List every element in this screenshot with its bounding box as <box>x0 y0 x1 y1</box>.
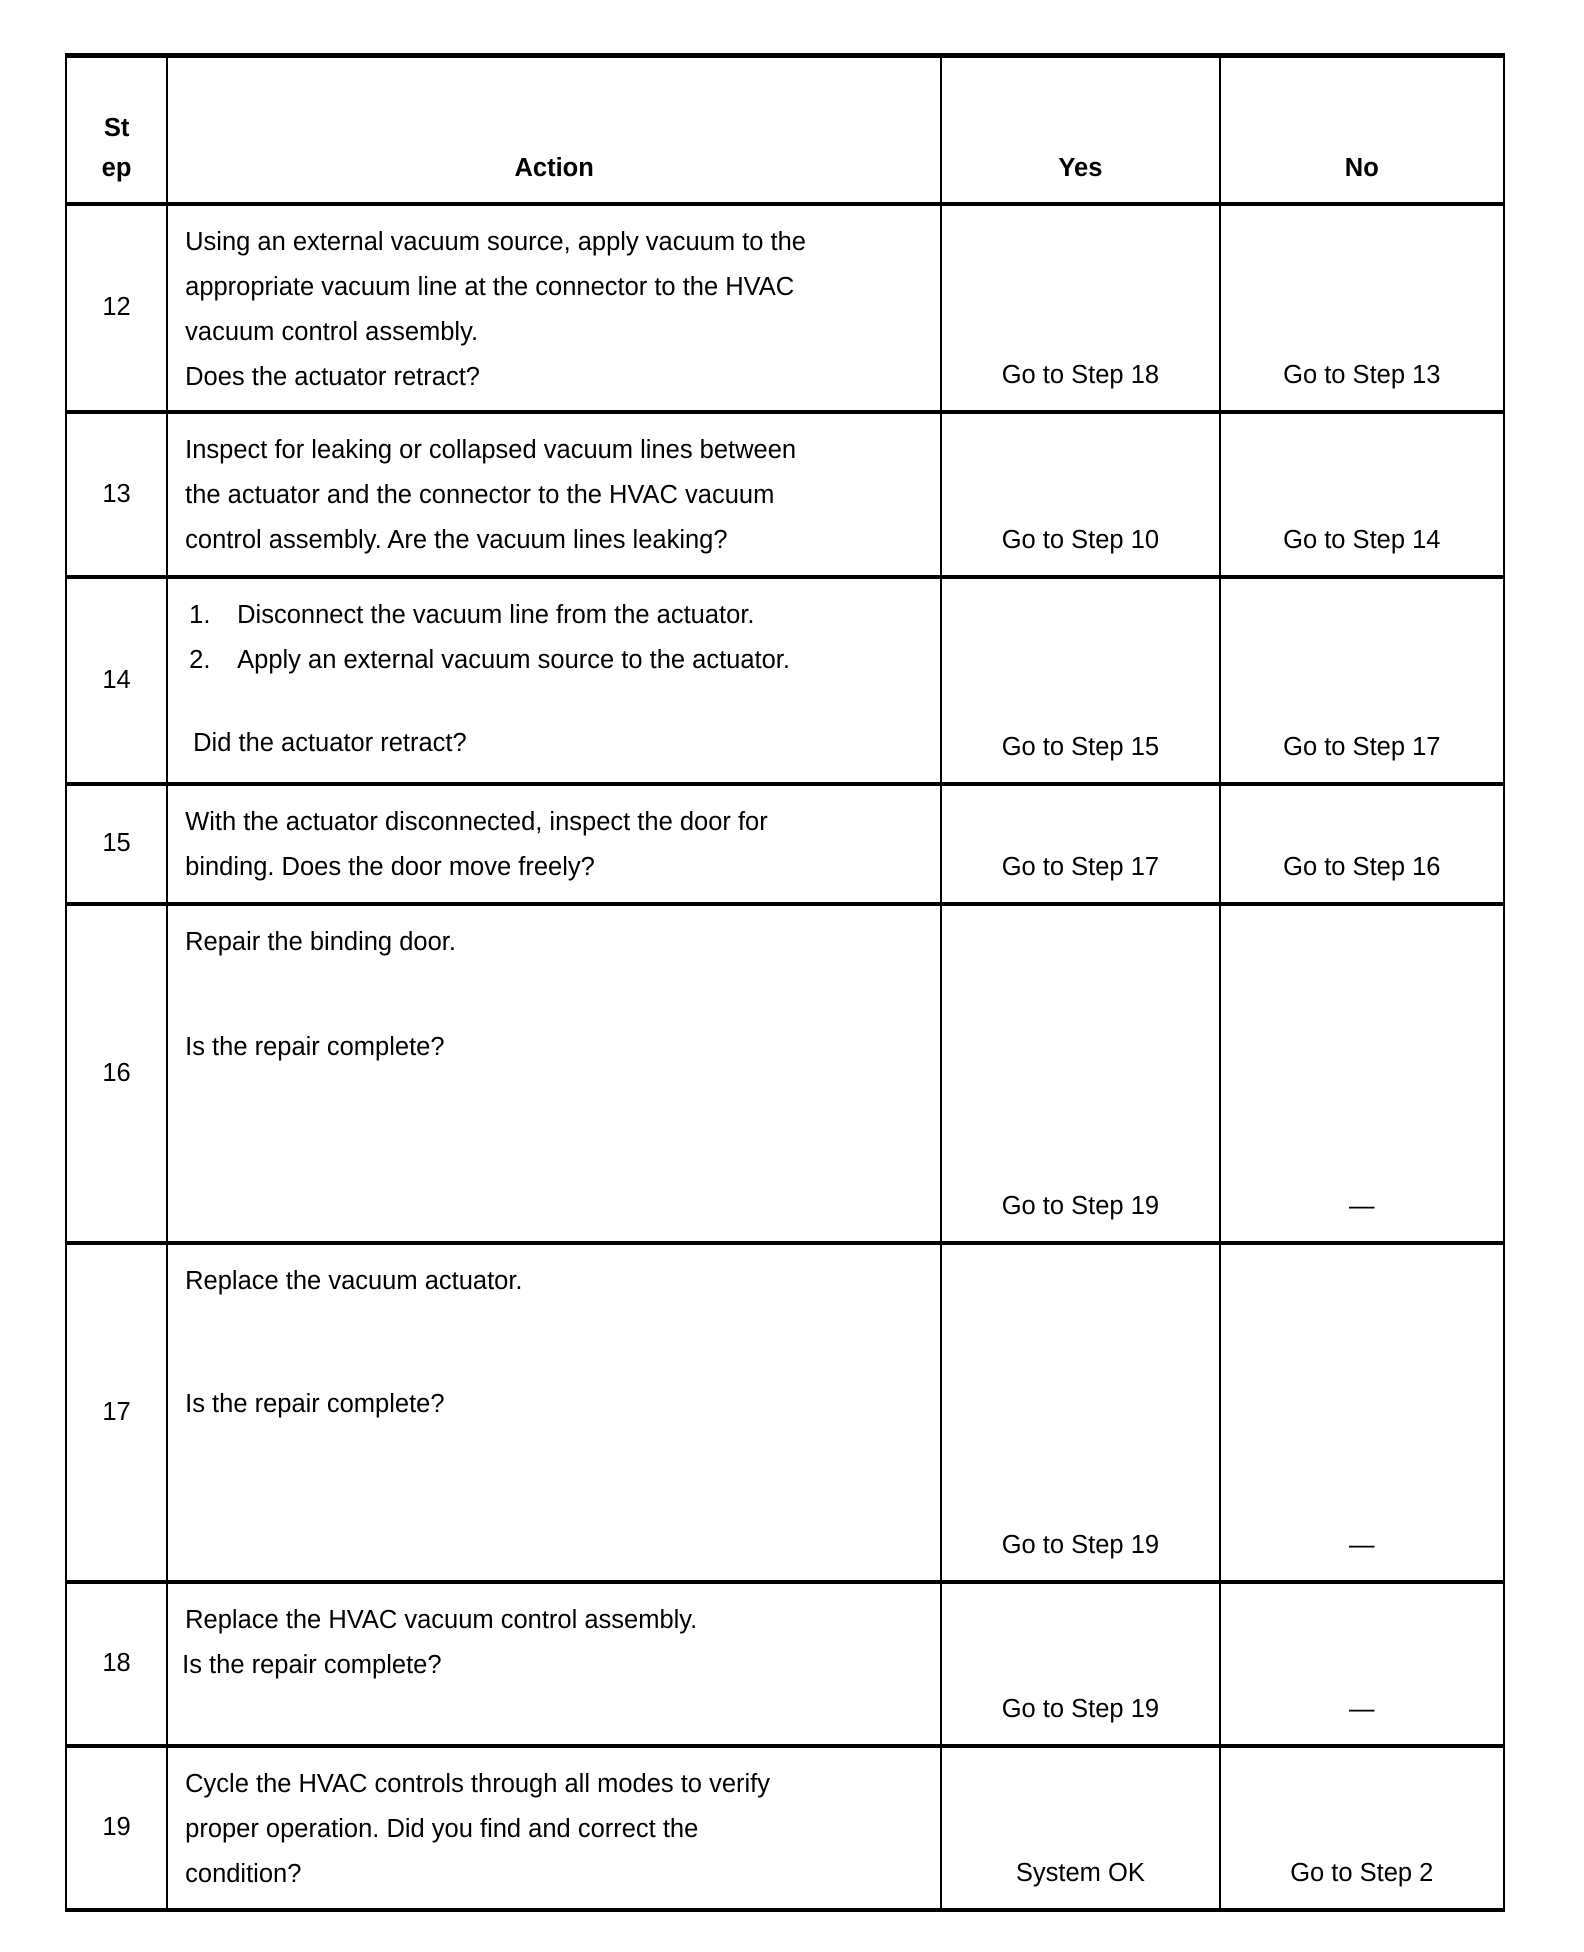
step-number: 13 <box>66 412 167 577</box>
table-row <box>66 412 1504 577</box>
no-cell: — <box>1220 1582 1504 1746</box>
action-cell <box>167 904 941 1243</box>
no-cell: Go to Step 2 <box>1220 1746 1504 1910</box>
no-cell: — <box>1220 904 1504 1243</box>
action-line: Is the repair complete? <box>185 1032 445 1061</box>
action-line: the actuator and the connector to the HVAC vacuum <box>185 480 775 509</box>
no-cell: Go to Step 16 <box>1220 784 1504 904</box>
no-cell: — <box>1220 1243 1504 1582</box>
list-number: 2. <box>189 645 211 674</box>
action-line: Did the actuator retract? <box>193 728 467 757</box>
step-number: 19 <box>66 1746 167 1910</box>
action-line: With the actuator disconnected, inspect the door for <box>185 807 768 836</box>
yes-cell: Go to Step 19 <box>941 1243 1219 1582</box>
action-line: Does the actuator retract? <box>185 362 480 391</box>
action-line: appropriate vacuum line at the connector to the HVAC <box>185 272 795 301</box>
action-line: proper operation. Did you find and correct the <box>185 1814 699 1843</box>
no-cell: Go to Step 13 <box>1220 204 1504 412</box>
action-line: control assembly. Are the vacuum lines leaking? <box>185 525 728 554</box>
action-cell <box>167 204 941 412</box>
list-item <box>185 593 930 638</box>
list-text: Disconnect the vacuum line from the actuator. <box>237 600 755 629</box>
list-number: 1. <box>189 600 211 629</box>
yes-cell: Go to Step 15 <box>941 577 1219 784</box>
step-number: 17 <box>66 1243 167 1582</box>
yes-cell: Go to Step 17 <box>941 784 1219 904</box>
table-row <box>66 1582 1504 1746</box>
action-line: Inspect for leaking or collapsed vacuum lines between <box>185 435 797 464</box>
step-number: 18 <box>66 1582 167 1746</box>
list-text: Apply an external vacuum source to the actuator. <box>237 645 790 674</box>
step-number: 16 <box>66 904 167 1243</box>
yes-cell: System OK <box>941 1746 1219 1910</box>
action-cell <box>167 784 941 904</box>
action-cell <box>167 1746 941 1910</box>
header-no: No <box>1220 56 1504 204</box>
header-action: Action <box>167 56 941 204</box>
action-line: Cycle the HVAC controls through all modes to verify <box>185 1769 770 1798</box>
step-number: 14 <box>66 577 167 784</box>
action-line: binding. Does the door move freely? <box>185 852 595 881</box>
no-cell: Go to Step 17 <box>1220 577 1504 784</box>
yes-cell: Go to Step 19 <box>941 904 1219 1243</box>
action-line: Is the repair complete? <box>182 1650 442 1679</box>
action-line: Is the repair complete? <box>185 1389 445 1418</box>
action-cell <box>167 577 941 784</box>
table-row <box>66 784 1504 904</box>
header-step <box>66 56 167 204</box>
table-row <box>66 1243 1504 1582</box>
action-line: Using an external vacuum source, apply vacuum to the <box>185 227 806 256</box>
yes-cell: Go to Step 10 <box>941 412 1219 577</box>
action-line: vacuum control assembly. <box>185 317 479 346</box>
table-row <box>66 904 1504 1243</box>
action-line: Replace the vacuum actuator. <box>185 1266 523 1295</box>
yes-cell: Go to Step 18 <box>941 204 1219 412</box>
action-cell <box>167 412 941 577</box>
action-cell <box>167 1582 941 1746</box>
list-item <box>185 638 930 683</box>
header-step-label: St ep <box>101 113 132 182</box>
header-row <box>66 56 1504 204</box>
no-cell: Go to Step 14 <box>1220 412 1504 577</box>
diagnostic-table <box>65 53 1505 1912</box>
step-number: 15 <box>66 784 167 904</box>
table-row <box>66 204 1504 412</box>
table-row <box>66 1746 1504 1910</box>
step-number: 12 <box>66 204 167 412</box>
table-row <box>66 577 1504 784</box>
action-line: Replace the HVAC vacuum control assembly. <box>185 1605 698 1634</box>
action-line: condition? <box>185 1859 302 1888</box>
action-cell <box>167 1243 941 1582</box>
action-line: Repair the binding door. <box>185 927 456 956</box>
header-yes: Yes <box>941 56 1219 204</box>
yes-cell: Go to Step 19 <box>941 1582 1219 1746</box>
